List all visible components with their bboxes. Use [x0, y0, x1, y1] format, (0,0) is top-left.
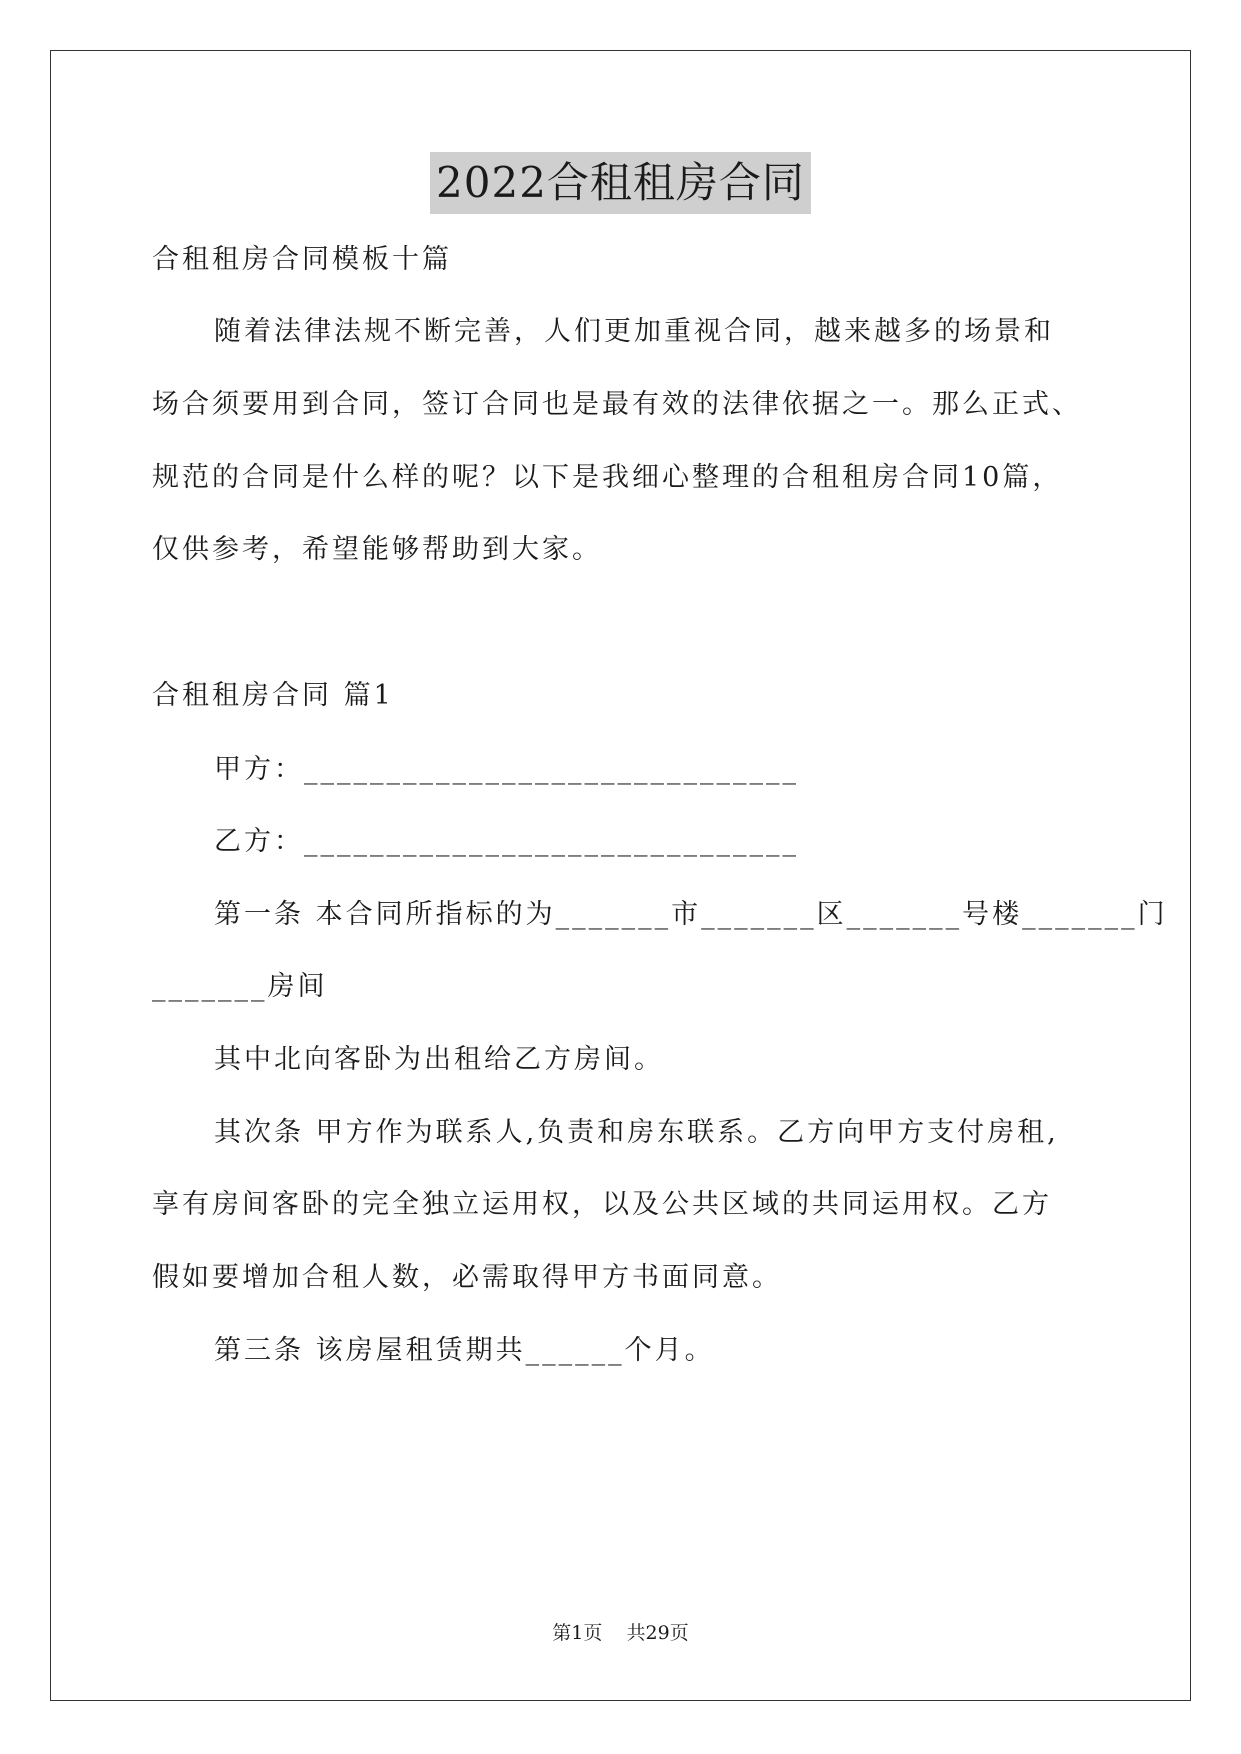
document-title-wrapper	[0, 152, 1241, 214]
party-b-line: 乙方：______________________________	[214, 826, 799, 857]
intro-paragraph-line-3: 规范的合同是什么样的呢？以下是我细心整理的合租租房合同10篇，	[152, 462, 1063, 493]
article-3-line: 第三条 该房屋租赁期共______个月。	[214, 1335, 715, 1366]
party-a-line: 甲方：______________________________	[214, 754, 799, 785]
article-2-line-1: 其次条 甲方作为联系人,负责和房东联系。乙方向甲方支付房租,	[214, 1117, 1059, 1148]
article-1-line-2: _______房间	[152, 971, 328, 1002]
article-1-note: 其中北向客卧为出租给乙方房间。	[214, 1044, 664, 1075]
article-2-line-2: 享有房间客卧的完全独立运用权，以及公共区域的共同运用权。乙方	[152, 1189, 1052, 1220]
article-2-line-3: 假如要增加合租人数，必需取得甲方书面同意。	[152, 1262, 782, 1293]
document-title: 2022合租租房合同	[430, 152, 811, 214]
intro-paragraph-line-2: 场合须要用到合同，签订合同也是最有效的法律依据之一。那么正式、	[152, 389, 1082, 420]
intro-paragraph-line-4: 仅供参考，希望能够帮助到大家。	[152, 534, 602, 565]
page-footer: 第1页 共29页	[552, 1622, 689, 1644]
subtitle-line: 合租租房合同模板十篇	[152, 244, 452, 275]
intro-paragraph-line-1: 随着法律法规不断完善，人们更加重视合同，越来越多的场景和	[214, 316, 1054, 347]
section-heading: 合租租房合同 篇1	[152, 680, 394, 711]
page-border	[50, 50, 1191, 1701]
article-1-line-1: 第一条 本合同所指标的为_______市_______区_______号楼_______门	[214, 899, 1168, 930]
